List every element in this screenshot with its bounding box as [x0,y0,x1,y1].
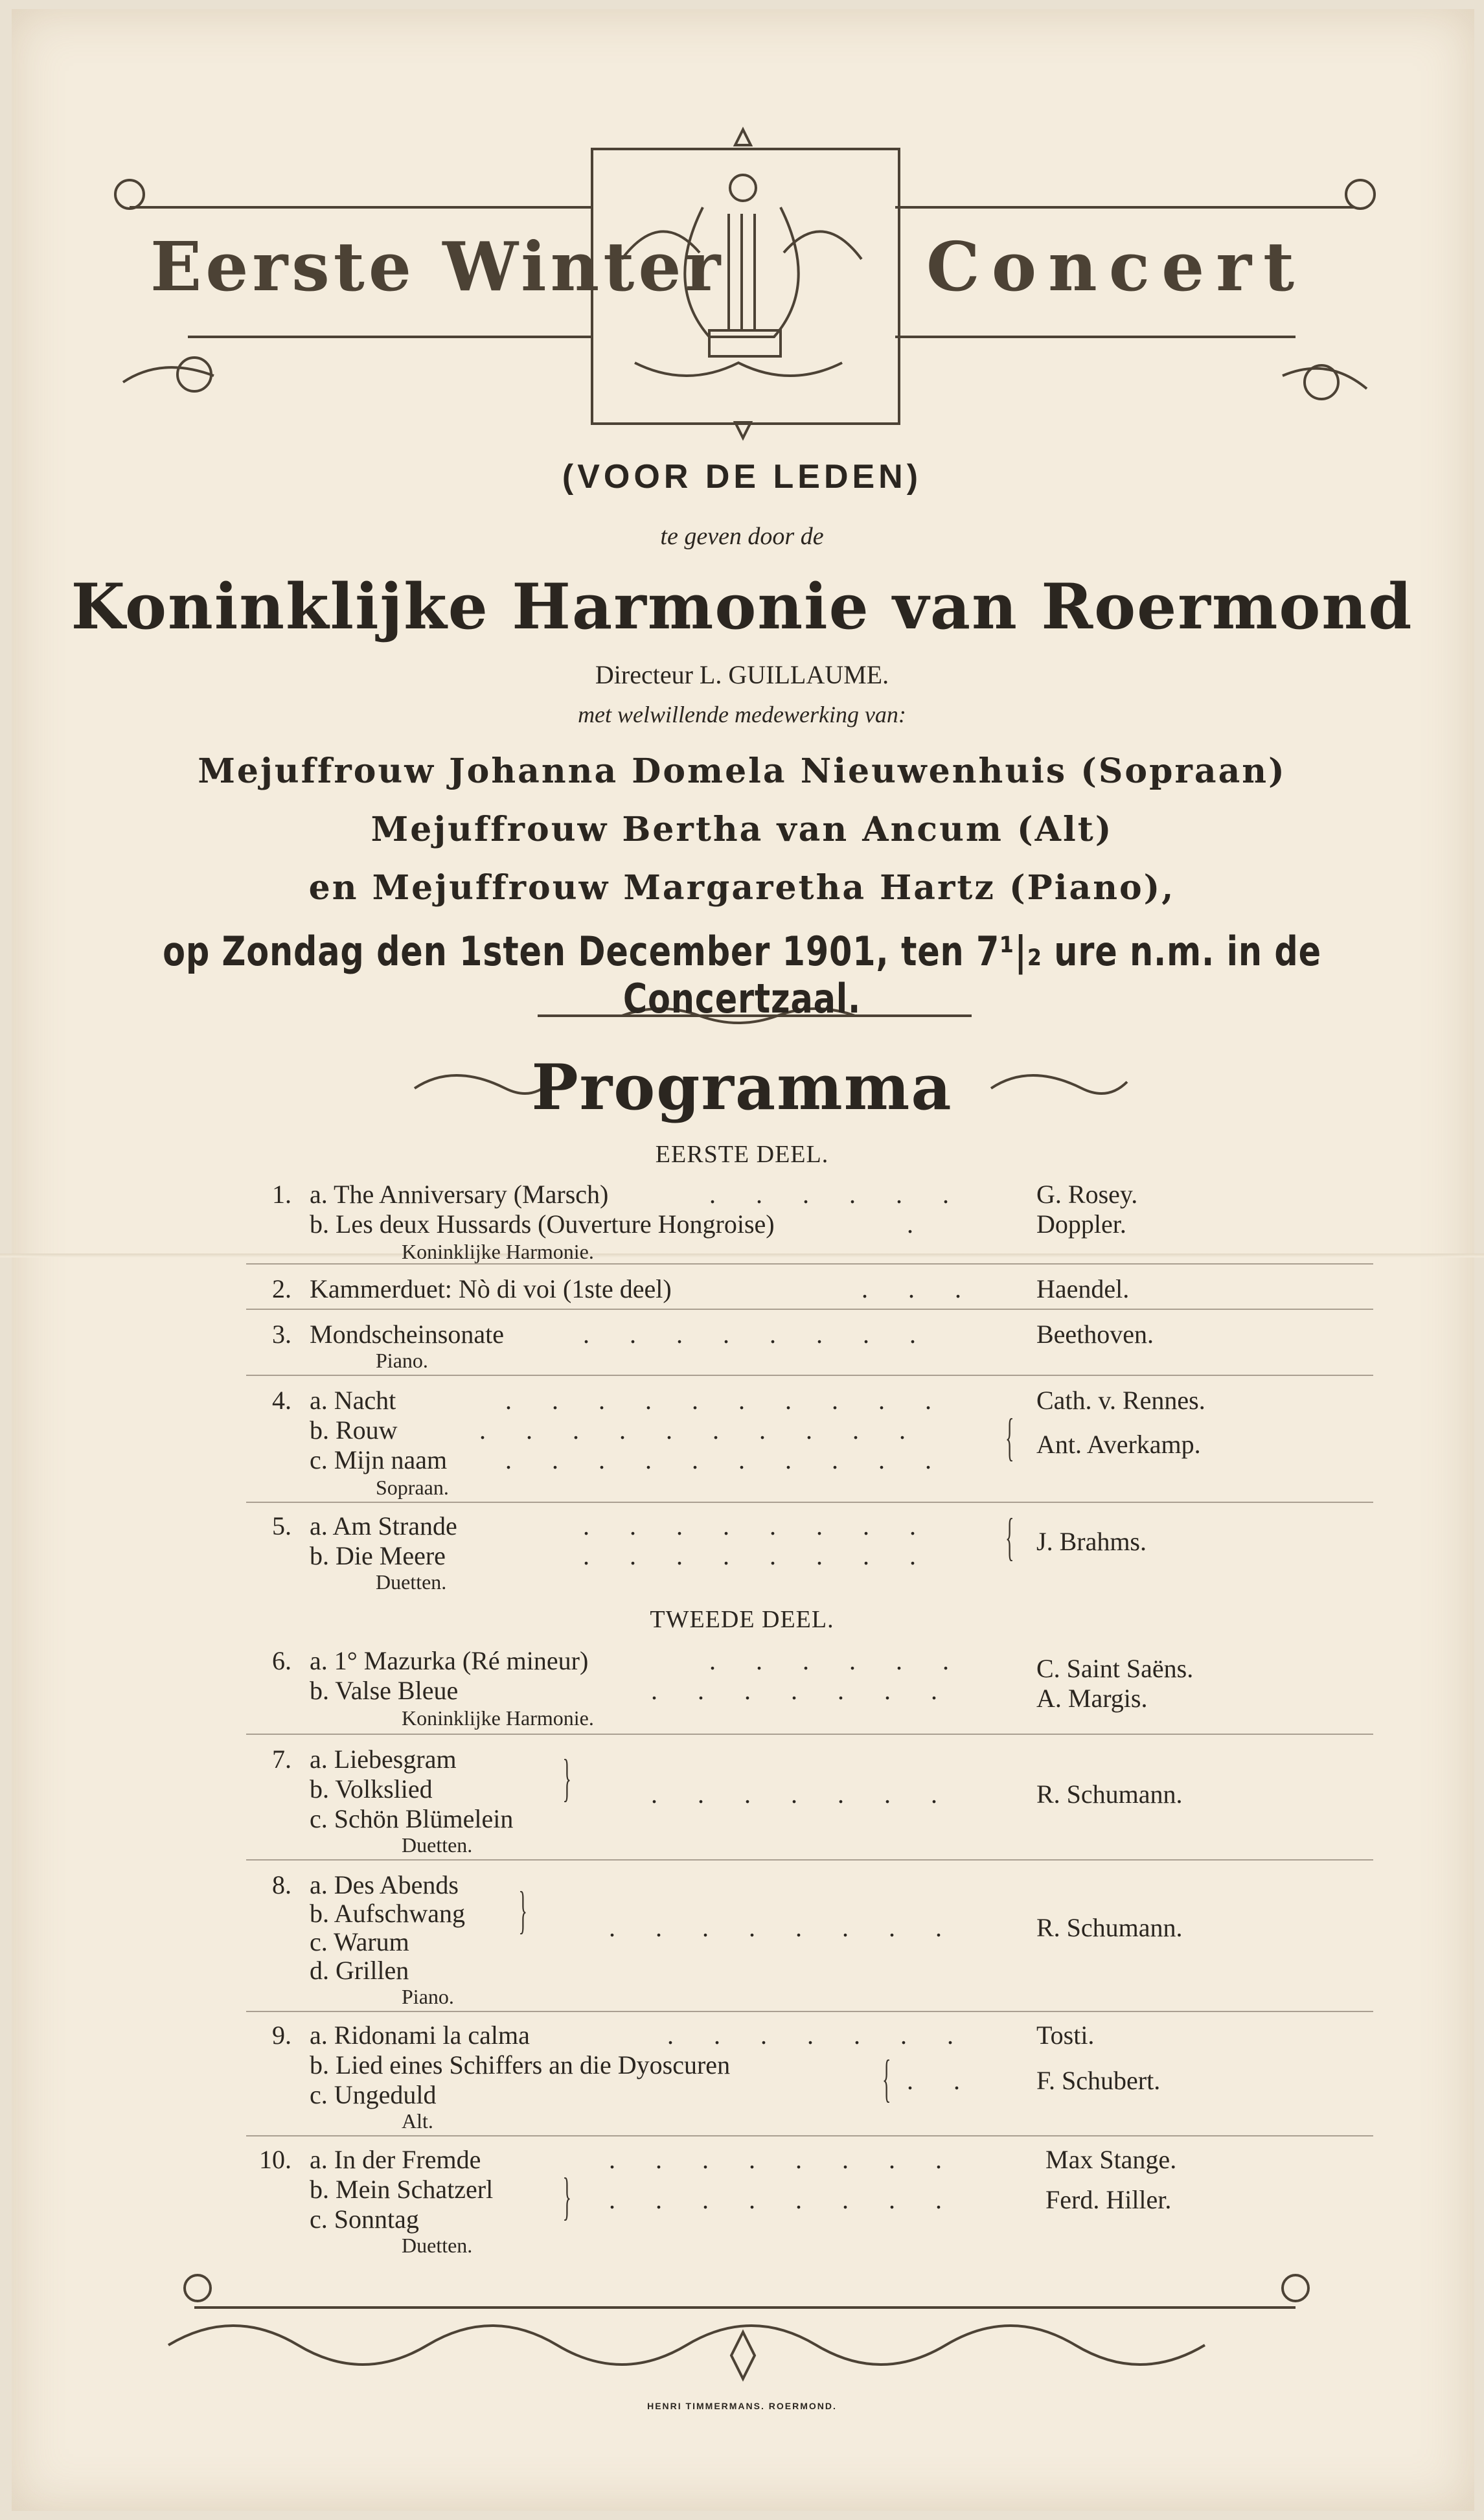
item-piece: c. Warum [310,1927,409,1956]
item-number: 3. [272,1320,291,1349]
item-number: 5. [272,1511,291,1541]
scroll-curl-icon [185,2275,211,2301]
item-piece: Mondscheinsonate [310,1320,504,1349]
item-number: 7. [272,1745,291,1774]
item-piece: a. Am Strande [310,1511,457,1541]
item-number: 9. [272,2021,291,2050]
scroll-flourish-icon [1283,369,1367,389]
item-piece: a. The Anniversary (Marsch) [310,1180,609,1209]
performer-line-3: en Mejuffrouw Margaretha Hartz (Piano), [308,868,1176,908]
item-composer: Tosti. [1036,2021,1095,2050]
item-composer: Doppler. [1036,1209,1126,1239]
item-separator [246,2135,1373,2136]
item-composer: Ant. Averkamp. [1036,1430,1201,1459]
society-name: Koninklijke Harmonie van Roermond [71,570,1413,643]
item-composer: R. Schumann. [1036,1913,1183,1942]
item-piece: b. Lied eines Schiffers an die Dyoscuren [310,2050,731,2079]
item-piece: a. Ridonami la calma [310,2021,530,2050]
leader-dots: ...... [709,1180,989,1209]
leader-dots: ........ [583,1320,956,1349]
item-performer: Sopraan. [376,1476,449,1499]
item-composer: C. Saint Saëns. [1036,1654,1194,1683]
item-piece: b. Rouw [310,1415,398,1445]
item-composer: G. Rosey. [1036,1180,1138,1209]
item-separator [246,1502,1373,1503]
item-performer: Koninklijke Harmonie. [402,1240,594,1263]
brace-icon: { [882,2050,891,2107]
leader-dots: ...... [709,1646,989,1675]
leader-dots: . [907,1209,953,1239]
scroll-flourish-icon [123,367,214,382]
item-number: 6. [272,1646,291,1675]
leader-dots: ....... [667,2021,994,2050]
fleur-icon [735,130,751,145]
leader-dots: ... [862,1274,1001,1303]
item-piece: c. Ungeduld [310,2080,437,2109]
cooperation-line: met welwillende medewerking van: [578,702,906,727]
leader-dots: ........ [583,1541,956,1570]
item-piece: c. Mijn naam [310,1445,448,1474]
item-piece: c. Sonntag [310,2205,419,2234]
item-separator [246,1309,1373,1310]
leader-dots: .......... [505,1386,972,1415]
item-piece: b. Mein Schatzerl [310,2175,494,2204]
item-piece: a. In der Fremde [310,2145,481,2174]
item-number: 1. [272,1180,291,1209]
item-composer: J. Brahms. [1036,1527,1147,1556]
item-piece: b. Les deux Hussards (Ouverture Hongroise) [310,1209,775,1239]
item-piece: Kammerduet: Nò di voi (1ste deel) [310,1274,672,1303]
footer-fleur-icon [731,2332,755,2379]
leader-dots: ........ [609,1913,982,1942]
brace-icon: { [562,2168,571,2225]
item-composer: F. Schubert. [1036,2066,1161,2095]
brace-icon: { [1005,1409,1014,1466]
leader-dots: ....... [651,1676,977,1705]
item-separator [246,1263,1373,1265]
item-composer: A. Margis. [1036,1684,1148,1713]
item-number: 2. [272,1274,291,1303]
item-composer: Ferd. Hiller. [1045,2185,1172,2214]
leader-dots: ........ [609,2145,982,2174]
brace-icon: { [562,1750,571,1807]
item-number: 10. [259,2145,291,2174]
item-performer: Koninklijke Harmonie. [402,1706,594,1730]
item-piece: b. Die Meere [310,1541,446,1570]
part-heading-second: TWEEDE DEEL. [650,1606,834,1633]
leader-dots: ........ [609,2185,982,2214]
brace-icon: { [518,1882,527,1939]
item-piece: a. Liebesgram [310,1745,457,1774]
item-composer: R. Schumann. [1036,1780,1183,1809]
concert-date-line: op Zondag den 1sten December 1901, ten 7¹|₂ ure n.m. in de Concertzaal. [163,928,1321,1022]
item-separator [246,2011,1373,2012]
leader-dots: ....... [651,1780,977,1809]
printer-credit: HENRI TIMMERMANS. ROERMOND. [647,2401,837,2411]
item-piece: b. Valse Bleue [310,1676,459,1705]
given-by-label: te geven door de [660,523,824,550]
item-piece: a. Des Abends [310,1870,459,1899]
item-number: 4. [272,1386,291,1415]
performer-line-2: Mejuffrouw Bertha van Ancum (Alt) [371,810,1113,849]
header-word-right: Concert [926,227,1307,306]
item-piece: d. Grillen [310,1956,409,1985]
item-piece: a. Nacht [310,1386,396,1415]
item-performer: Piano. [376,1349,428,1372]
programme-title: Programma [531,1051,953,1124]
scroll-curl-icon [1346,180,1375,209]
scroll-curl-icon [1283,2275,1308,2301]
item-separator [246,1734,1373,1735]
item-separator [246,1859,1373,1861]
footer-chain-icon [168,2326,1205,2365]
leader-dots: .. [907,2066,1000,2095]
item-performer: Duetten. [402,2234,473,2257]
leader-dots: .......... [505,1445,972,1474]
item-composer: Haendel. [1036,1274,1130,1303]
leader-dots: ........ [583,1511,956,1541]
item-performer: Duetten. [402,1833,473,1857]
item-piece: b. Aufschwang [310,1899,465,1928]
item-piece: c. Schön Blümelein [310,1804,514,1833]
members-label: (VOOR DE LEDEN) [562,458,922,496]
item-composer: Beethoven. [1036,1320,1154,1349]
header-word-left: Eerste Winter [150,227,725,306]
brace-icon: { [1005,1509,1014,1566]
performer-line-1: Mejuffrouw Johanna Domela Nieuwenhuis (Sopraan) [198,751,1286,791]
item-separator [246,1375,1373,1376]
item-number: 8. [272,1870,291,1899]
item-composer: Cath. v. Rennes. [1036,1386,1205,1415]
item-piece: b. Volkslied [310,1774,433,1804]
leader-dots: .......... [479,1415,946,1445]
item-performer: Alt. [402,2109,433,2133]
item-piece: a. 1° Mazurka (Ré mineur) [310,1646,589,1675]
item-composer: Max Stange. [1045,2145,1177,2174]
item-performer: Duetten. [376,1570,447,1594]
scroll-curl-icon [115,180,144,209]
part-heading-first: EERSTE DEEL. [655,1141,829,1168]
director-line: Directeur L. GUILLAUME. [595,660,889,689]
item-performer: Piano. [402,1985,454,2008]
